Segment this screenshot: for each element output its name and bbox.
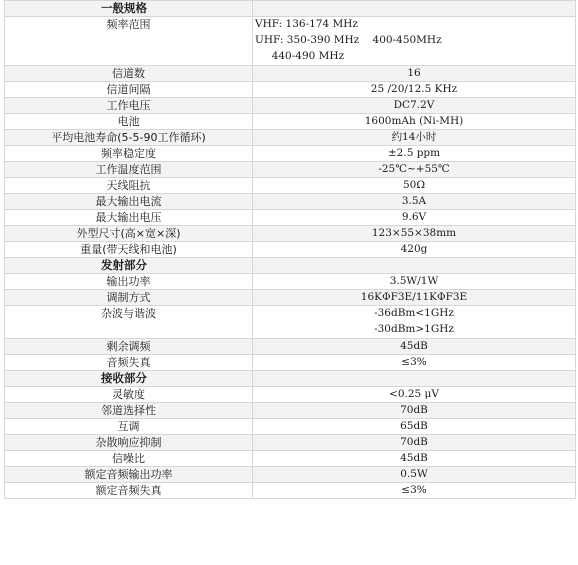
spec-value-line: VHF: 136-174 MHz	[255, 18, 358, 30]
spec-label: 频率范围	[5, 17, 253, 66]
spec-label: 额定音频输出功率	[5, 467, 253, 483]
spec-label: 天线阻抗	[5, 178, 253, 194]
spec-value: 123×55×38mm	[253, 226, 576, 242]
table-row	[5, 178, 576, 194]
spec-value: DC7.2V	[253, 98, 576, 114]
table-row	[5, 17, 576, 66]
spec-value: -25℃~+55℃	[253, 162, 576, 178]
spec-value: 9.6V	[253, 210, 576, 226]
table-row	[5, 146, 576, 162]
spec-value: 0.5W	[253, 467, 576, 483]
spec-value: 65dB	[253, 419, 576, 435]
table-row	[5, 355, 576, 371]
table-row	[5, 435, 576, 451]
section-header-row	[5, 371, 576, 387]
spec-label: 杂波与谐波	[5, 306, 253, 339]
table-row	[5, 210, 576, 226]
table-row	[5, 403, 576, 419]
table-row	[5, 290, 576, 306]
section-title: 发射部分	[5, 258, 253, 274]
section-header-row	[5, 258, 576, 274]
spec-table-body	[5, 1, 576, 499]
spec-value: 25 /20/12.5 KHz	[253, 82, 576, 98]
table-row	[5, 387, 576, 403]
spec-label: 电池	[5, 114, 253, 130]
table-row	[5, 483, 576, 499]
table-row	[5, 66, 576, 82]
spec-label: 最大输出电流	[5, 194, 253, 210]
table-row	[5, 306, 576, 339]
spec-table	[4, 0, 576, 499]
table-row	[5, 274, 576, 290]
spec-value-multiline	[253, 306, 576, 339]
spec-value: 3.5A	[253, 194, 576, 210]
table-row	[5, 242, 576, 258]
spec-label: 邻道选择性	[5, 403, 253, 419]
spec-label: 最大输出电压	[5, 210, 253, 226]
empty-cell	[253, 371, 576, 387]
spec-value-line: -30dBm>1GHz	[374, 323, 454, 335]
spec-value: ≤3%	[253, 355, 576, 371]
spec-value: 420g	[253, 242, 576, 258]
spec-value: 约14小时	[253, 130, 576, 146]
spec-value-multiline	[253, 17, 576, 66]
spec-label: 信道间隔	[5, 82, 253, 98]
spec-value: <0.25 μV	[253, 387, 576, 403]
spec-label: 额定音频失真	[5, 483, 253, 499]
spec-label: 调制方式	[5, 290, 253, 306]
table-row	[5, 226, 576, 242]
spec-label: 信噪比	[5, 451, 253, 467]
spec-label: 互调	[5, 419, 253, 435]
table-row	[5, 82, 576, 98]
spec-label: 信道数	[5, 66, 253, 82]
spec-value: 70dB	[253, 403, 576, 419]
table-row	[5, 162, 576, 178]
spec-label: 工作温度范围	[5, 162, 253, 178]
section-title: 接收部分	[5, 371, 253, 387]
table-row	[5, 194, 576, 210]
section-title: 一般规格	[5, 1, 253, 17]
spec-value-line: -36dBm<1GHz	[374, 307, 454, 319]
table-row	[5, 98, 576, 114]
spec-label: 外型尺寸(高×宽×深)	[5, 226, 253, 242]
spec-value: 16KΦF3E/11KΦF3E	[253, 290, 576, 306]
spec-value: 50Ω	[253, 178, 576, 194]
spec-label: 灵敏度	[5, 387, 253, 403]
table-row	[5, 419, 576, 435]
spec-value: ≤3%	[253, 483, 576, 499]
spec-value: ±2.5 ppm	[253, 146, 576, 162]
empty-cell	[253, 1, 576, 17]
spec-value: 1600mAh (Ni-MH)	[253, 114, 576, 130]
section-header-row	[5, 1, 576, 17]
table-row	[5, 130, 576, 146]
empty-cell	[253, 258, 576, 274]
spec-label: 杂散响应抑制	[5, 435, 253, 451]
spec-value: 45dB	[253, 339, 576, 355]
spec-value: 3.5W/1W	[253, 274, 576, 290]
spec-label: 工作电压	[5, 98, 253, 114]
table-row	[5, 339, 576, 355]
spec-label: 音频失真	[5, 355, 253, 371]
spec-value: 16	[253, 66, 576, 82]
spec-value-line: UHF: 350-390 MHz 400-450MHz	[255, 34, 442, 46]
table-row	[5, 451, 576, 467]
spec-value: 45dB	[253, 451, 576, 467]
spec-label: 平均电池寿命(5-5-90工作循环)	[5, 130, 253, 146]
spec-label: 输出功率	[5, 274, 253, 290]
table-row	[5, 467, 576, 483]
spec-value: 70dB	[253, 435, 576, 451]
spec-value-line: 440-490 MHz	[255, 50, 345, 62]
table-row	[5, 114, 576, 130]
spec-label: 剩余调频	[5, 339, 253, 355]
spec-label: 重量(带天线和电池)	[5, 242, 253, 258]
spec-label: 频率稳定度	[5, 146, 253, 162]
